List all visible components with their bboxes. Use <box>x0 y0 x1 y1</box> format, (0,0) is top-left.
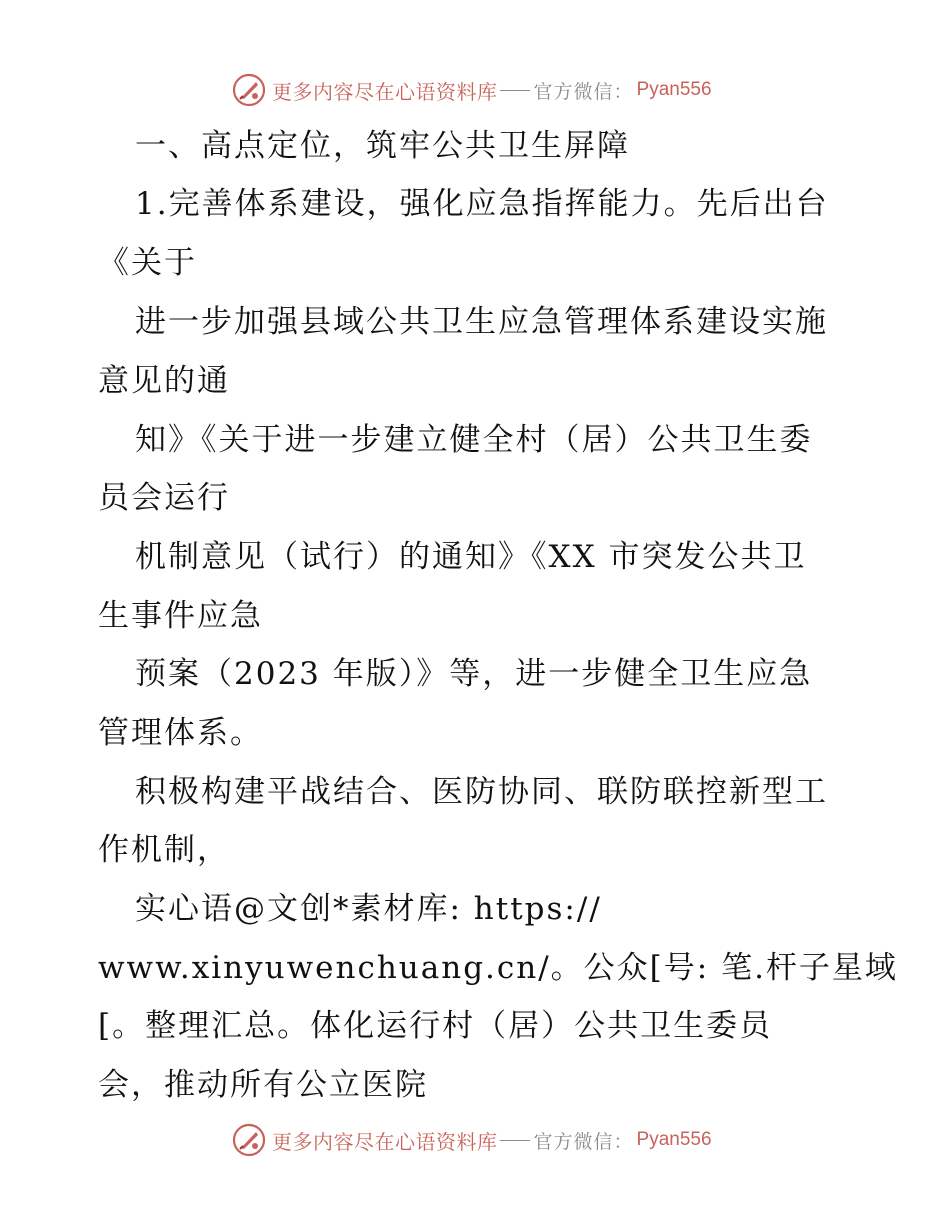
paragraph-line: 1.完善体系建设，强化应急指挥能力。先后出台 <box>135 186 829 222</box>
paragraph-line: 预案（2023 年版）》等，进一步健全卫生应急 <box>135 656 813 692</box>
paragraph-line: [。整理汇总。体化运行村（居）公共卫生委员 <box>98 1008 773 1044</box>
watermark-wechat-id: Pyan556 <box>636 79 712 100</box>
paragraph-line: 会，推动所有公立医院 <box>98 1067 428 1103</box>
section-heading: 一、高点定位，筑牢公共卫生屏障 <box>135 128 630 164</box>
paragraph-line: 生事件应急 <box>98 598 263 634</box>
paragraph-line: 知》《关于进一步建立健全村（居）公共卫生委 <box>135 422 813 458</box>
watermark-brand-text: 更多内容尽在心语资料库 <box>272 79 498 104</box>
paragraph-line: 《关于 <box>98 245 197 281</box>
quill-pen-logo-icon <box>232 1123 266 1157</box>
header-watermark <box>232 72 712 108</box>
paragraph-line: 作机制， <box>98 832 230 868</box>
paragraph-line: 积极构建平战结合、医防协同、联防联控新型工 <box>135 774 828 810</box>
watermark-dash <box>500 90 530 91</box>
paragraph-line: 实心语@文创*素材库: https:// <box>135 891 602 927</box>
paragraph-line: 机制意见（试行）的通知》《XX 市突发公共卫 <box>135 539 807 575</box>
watermark-official-label: 官方微信 <box>533 1130 614 1153</box>
paragraph-line: 员会运行 <box>98 480 230 516</box>
watermark-brand-text: 更多内容尽在心语资料库 <box>272 1129 498 1154</box>
footer-watermark <box>232 1122 712 1158</box>
quill-pen-logo-icon <box>232 73 266 107</box>
watermark-colon: ： <box>613 1130 633 1153</box>
watermark-wechat-id: Pyan556 <box>636 1129 712 1150</box>
watermark-official-label: 官方微信 <box>533 80 614 103</box>
paragraph-line: 进一步加强县域公共卫生应急管理体系建设实施 <box>135 304 828 340</box>
paragraph-line: 意见的通 <box>98 363 230 399</box>
paragraph-line: 管理体系。 <box>98 715 263 751</box>
watermark-colon: ： <box>613 80 633 103</box>
watermark-dash <box>500 1140 530 1141</box>
paragraph-line: www.xinyuwenchuang.cn/。公众[号: 笔.杆子星域 <box>98 950 898 986</box>
